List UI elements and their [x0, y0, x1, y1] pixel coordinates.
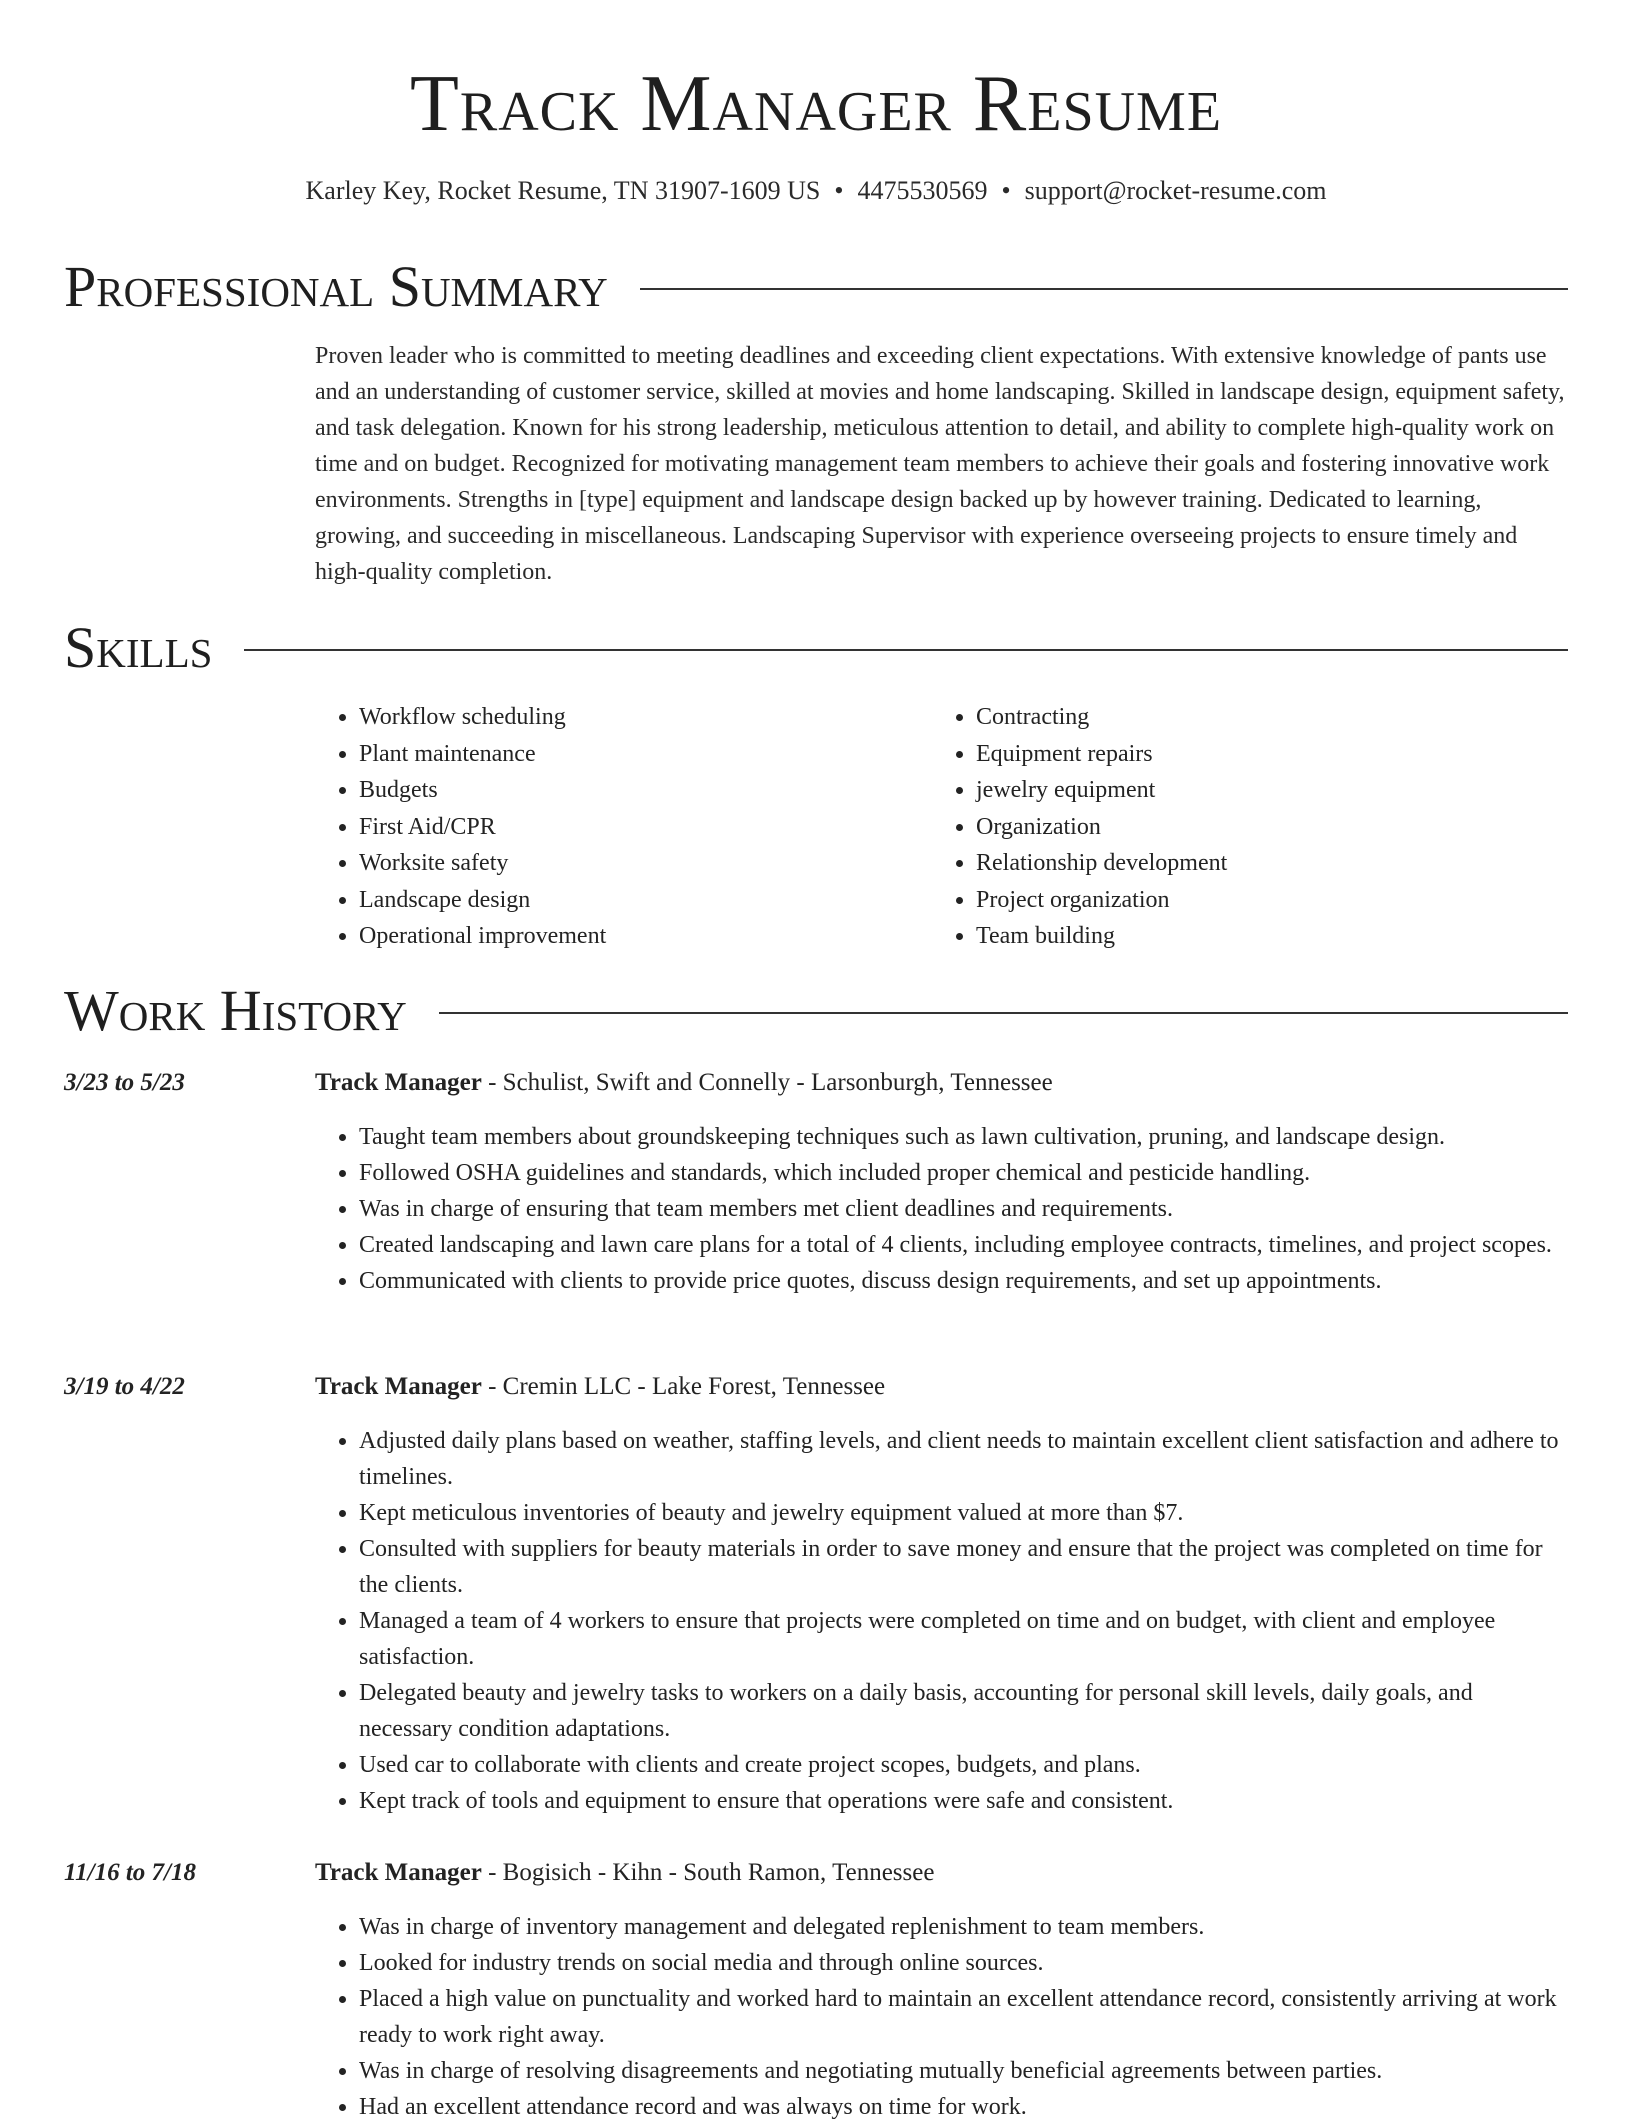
contact-separator: • [1001, 176, 1011, 205]
job-bullets [315, 1909, 1568, 2125]
job-bullet: • Placed a high value on punctuality and worked hard to maintain an excellent attendance record, consistently arriving at work ready to work right away. [359, 1981, 1568, 2053]
skill-item: • First Aid/CPR [359, 809, 932, 846]
job-bullet: • Kept meticulous inventories of beauty and jewelry equipment valued at more than $7. [359, 1495, 1568, 1531]
skill-item: • Workflow scheduling [359, 699, 932, 736]
job-bullet: • Communicated with clients to provide price quotes, discuss design requirements, and set up appointments. [359, 1263, 1568, 1299]
summary-heading: Professional Summary [64, 254, 608, 319]
skill-item: • Budgets [359, 772, 932, 809]
skill-item: • Organization [976, 809, 1549, 846]
contact-address: Karley Key, Rocket Resume, TN 31907-1609 US [305, 176, 821, 205]
contact-email[interactable]: support@rocket-resume.com [1024, 176, 1327, 205]
job-dates: 3/19 to 4/22 [64, 1373, 185, 1400]
skills-list [315, 699, 1568, 955]
job-title-line [315, 1369, 1568, 1405]
job-title: Track Manager [315, 1859, 482, 1886]
skill-item: • Project organization [976, 882, 1549, 919]
work-history-heading: Work History [64, 978, 407, 1043]
summary-text: Proven leader who is committed to meeting deadlines and exceeding client expectations. With extensive knowledge of pants use and an understanding of customer service, skilled at movies and home landscaping. Skilled in landscape design, equipment safety, and task delegation. Known for his strong leadership, meticulous attention to detail, and ability to complete high-quality work on time and on budget. Recognized for motivating management team members to achieve their goals and fostering innovative work environments. Strengths in [type] equipment and landscape design backed up by however training. Dedicated to learning, growing, and succeeding in miscellaneous. Landscaping Supervisor with experience overseeing projects to ensure timely and high-quality completion. [315, 343, 1565, 585]
job-bullets [315, 1423, 1568, 1819]
job-bullet: • Was in charge of ensuring that team members met client deadlines and requirements. [359, 1191, 1568, 1227]
section-divider [439, 1012, 1568, 1014]
skills-column-left [315, 699, 932, 955]
summary-section-header [64, 252, 1568, 322]
skill-item: • Relationship development [976, 845, 1549, 882]
section-divider [244, 649, 1568, 651]
job-bullet: • Delegated beauty and jewelry tasks to workers on a daily basis, accounting for personal skill levels, daily goals, and necessary condition adaptations. [359, 1675, 1568, 1747]
job-bullet: • Taught team members about groundskeeping techniques such as lawn cultivation, pruning, and landscape design. [359, 1119, 1568, 1155]
section-divider [640, 288, 1568, 290]
job-title-line [315, 1065, 1568, 1101]
job-bullet: • Had an excellent attendance record and was always on time for work. [359, 2089, 1568, 2125]
job-bullet: • Was in charge of resolving disagreements and negotiating mutually beneficial agreements between parties. [359, 2053, 1568, 2089]
work-history-section-header [64, 976, 1568, 1046]
job-company-location: - Bogisich - Kihn - South Ramon, Tennessee [481, 1859, 935, 1886]
skill-item: • Plant maintenance [359, 736, 932, 773]
job-dates: 11/16 to 7/18 [64, 1859, 196, 1886]
resume-title: Track Manager Resume [409, 60, 1223, 148]
job-title: Track Manager [315, 1069, 482, 1096]
skill-item: • jewelry equipment [976, 772, 1549, 809]
job-bullet: • Followed OSHA guidelines and standards, which included proper chemical and pesticide handling. [359, 1155, 1568, 1191]
skill-item: • Team building [976, 918, 1549, 955]
job-bullet: • Kept track of tools and equipment to ensure that operations were safe and consistent. [359, 1783, 1568, 1819]
job-bullets [315, 1119, 1568, 1299]
job-bullet: • Adjusted daily plans based on weather, staffing levels, and client needs to maintain excellent client satisfaction and adhere to timelines. [359, 1423, 1568, 1495]
skill-item: • Landscape design [359, 882, 932, 919]
job-bullet: • Looked for industry trends on social media and through online sources. [359, 1945, 1568, 1981]
job-bullet: • Was in charge of inventory management and delegated replenishment to team members. [359, 1909, 1568, 1945]
contact-separator: • [834, 176, 844, 205]
job-company-location: - Schulist, Swift and Connelly - Larsonburgh, Tennessee [481, 1069, 1053, 1096]
job-dates: 3/23 to 5/23 [64, 1069, 185, 1096]
job-title-line [315, 1855, 1568, 1891]
skills-heading: Skills [64, 615, 213, 680]
job-bullet: • Consulted with suppliers for beauty materials in order to save money and ensure that the project was completed on time for the clients. [359, 1531, 1568, 1603]
skill-item: • Operational improvement [359, 918, 932, 955]
job-company-location: - Cremin LLC - Lake Forest, Tennessee [481, 1373, 886, 1400]
skills-section-header [64, 613, 1568, 683]
job-title: Track Manager [315, 1373, 482, 1400]
contact-line [0, 174, 1632, 208]
job-bullet: • Used car to collaborate with clients and create project scopes, budgets, and plans. [359, 1747, 1568, 1783]
skill-item: • Contracting [976, 699, 1549, 736]
skills-column-right [932, 699, 1549, 955]
job-bullet: • Managed a team of 4 workers to ensure that projects were completed on time and on budget, with client and employee satisfaction. [359, 1603, 1568, 1675]
contact-phone: 4475530569 [857, 176, 988, 205]
skill-item: • Equipment repairs [976, 736, 1549, 773]
skill-item: • Worksite safety [359, 845, 932, 882]
job-bullet: • Created landscaping and lawn care plans for a total of 4 clients, including employee contracts, timelines, and project scopes. [359, 1227, 1568, 1263]
